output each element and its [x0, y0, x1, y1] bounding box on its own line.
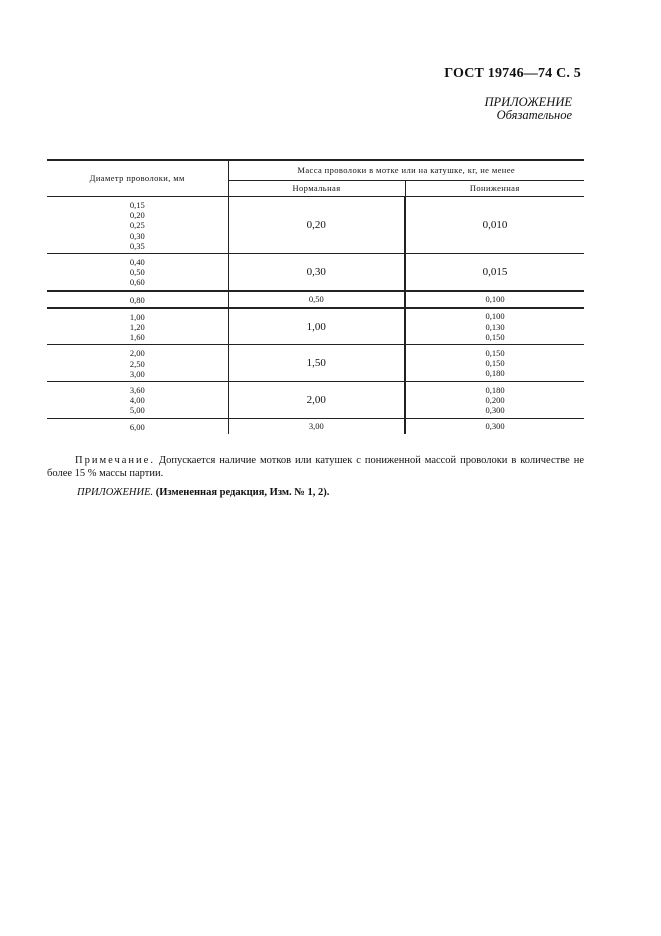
reduced-mass-value: 0,150 — [485, 347, 505, 358]
table-row — [47, 254, 584, 291]
diameter-value: 0,25 — [129, 220, 145, 231]
normal-mass-cell: 0,20 — [228, 197, 405, 254]
table-row — [47, 418, 584, 434]
diameter-cell — [47, 254, 228, 291]
diameter-value: 0,40 — [129, 257, 145, 268]
note-text: Допускается наличие мотков или катушек с пониженной массой проволоки в количестве не более 15 % массы партии. — [47, 455, 584, 479]
normal-mass-cell: 2,00 — [228, 382, 405, 419]
diameter-cell — [47, 197, 228, 254]
amendment-prefix: ПРИЛОЖЕНИЕ. — [77, 487, 154, 498]
reduced-mass-value: 0,010 — [482, 218, 508, 231]
table-row — [47, 197, 584, 254]
note-label: Примечание. — [75, 455, 155, 466]
diameter-column-header: Диаметр проволоки, мм — [47, 160, 228, 197]
reduced-mass-value: 0,180 — [485, 368, 505, 379]
reduced-mass-cell — [405, 345, 584, 382]
diameter-value: 0,60 — [129, 277, 145, 288]
reduced-mass-value: 0,015 — [482, 265, 508, 278]
appendix-status: Обязательное — [496, 108, 572, 122]
diameter-value: 2,00 — [129, 348, 145, 359]
reduced-mass-value: 0,150 — [485, 358, 505, 369]
appendix-title: ПРИЛОЖЕНИЕ — [484, 95, 572, 109]
amendment-line — [77, 487, 329, 498]
reduced-mass-cell — [405, 291, 584, 308]
diameter-value: 3,00 — [129, 368, 145, 379]
diameter-cell — [47, 418, 228, 434]
diameter-cell — [47, 308, 228, 345]
page-header: ГОСТ 19746—74 С. 5 — [444, 66, 581, 81]
reduced-mass-cell — [405, 197, 584, 254]
reduced-mass-cell — [405, 418, 584, 434]
diameter-value: 0,50 — [129, 267, 145, 278]
diameter-value: 0,15 — [129, 200, 145, 210]
diameter-value: 1,00 — [129, 311, 145, 322]
mass-column-header: Масса проволоки в мотке или на катушке, кг, не менее — [228, 160, 584, 181]
diameter-value: 0,80 — [129, 294, 145, 305]
wire-mass-table — [47, 159, 584, 434]
diameter-value: 1,20 — [129, 322, 145, 333]
reduced-mass-value: 0,100 — [485, 311, 505, 322]
reduced-mass-value: 0,180 — [485, 384, 505, 395]
reduced-mass-value: 0,300 — [485, 404, 505, 415]
reduced-mass-cell — [405, 254, 584, 291]
diameter-value: 0,20 — [129, 210, 145, 221]
normal-mass-cell: 1,00 — [228, 308, 405, 345]
table-row — [47, 291, 584, 308]
normal-mass-cell: 0,50 — [228, 291, 405, 308]
normal-mass-cell: 1,50 — [228, 345, 405, 382]
diameter-value: 4,00 — [129, 395, 145, 406]
reduced-mass-cell — [405, 308, 584, 345]
reduced-mass-value: 0,100 — [485, 294, 505, 305]
diameter-cell — [47, 345, 228, 382]
reduced-mass-value: 0,300 — [485, 421, 505, 432]
reduced-mass-value: 0,150 — [485, 331, 505, 342]
diameter-value: 2,50 — [129, 358, 145, 369]
diameter-value: 5,00 — [129, 405, 145, 416]
table-row — [47, 308, 584, 345]
diameter-cell — [47, 291, 228, 308]
normal-mass-cell: 0,30 — [228, 254, 405, 291]
reduced-mass-value: 0,130 — [485, 321, 505, 332]
appendix-label — [485, 96, 572, 122]
diameter-value: 1,60 — [129, 332, 145, 343]
table-note — [47, 455, 584, 480]
amendment-text: (Измененная редакция, Изм. № 1, 2). — [155, 487, 330, 498]
table-row — [47, 382, 584, 419]
diameter-value: 3,60 — [129, 385, 145, 396]
table-body — [47, 197, 584, 434]
diameter-value: 6,00 — [129, 421, 145, 432]
reduced-subheader: Пониженная — [405, 181, 584, 197]
normal-mass-cell: 3,00 — [228, 418, 405, 434]
diameter-value: 0,35 — [129, 240, 145, 251]
reduced-mass-cell — [405, 382, 584, 419]
table-row — [47, 345, 584, 382]
diameter-value: 0,30 — [129, 230, 145, 241]
normal-subheader: Нормальная — [228, 181, 405, 197]
reduced-mass-value: 0,200 — [485, 394, 505, 405]
diameter-cell — [47, 382, 228, 419]
